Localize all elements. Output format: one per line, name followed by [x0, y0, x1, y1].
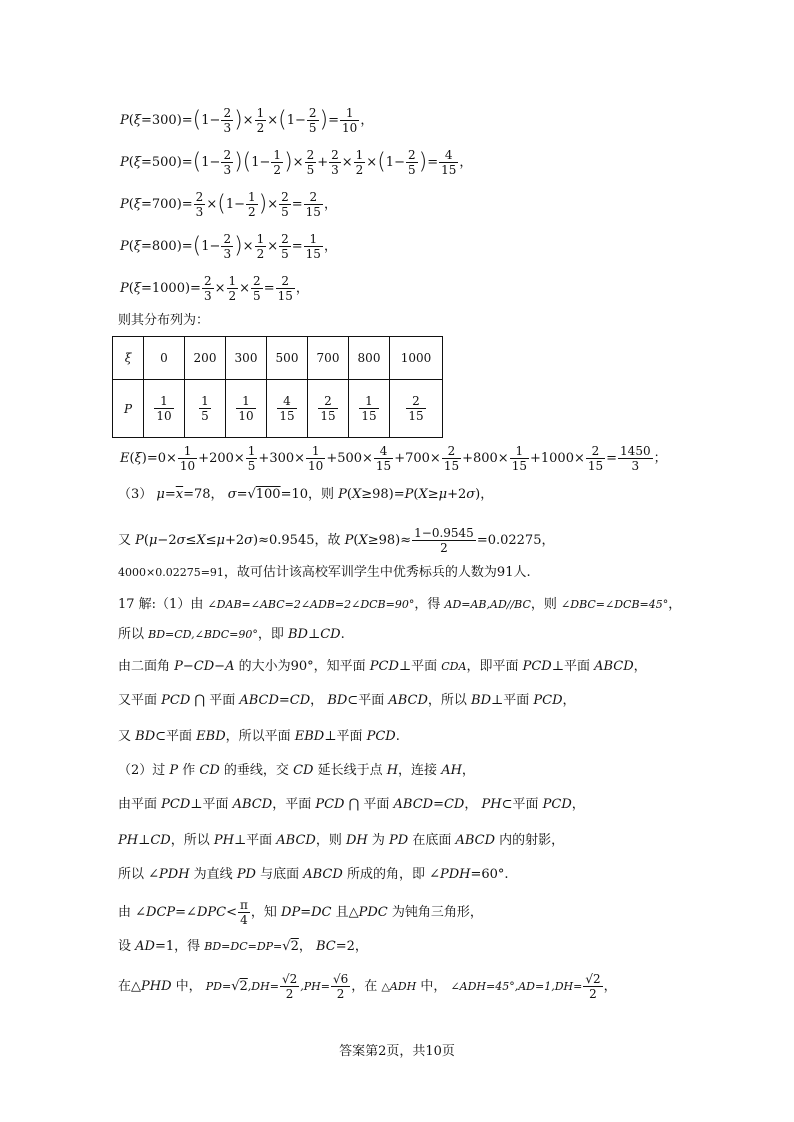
table-cell: ξ	[113, 337, 144, 380]
q17-line-2: 所以 BD=CD,∠BDC=90°，即 BD⊥CD.	[118, 627, 345, 642]
line-p1000: P(ξ=1000)= $\frac{2}{3}$ × $\frac{1}{2}$ × $\frac{2}{5}$ = $\frac{2}{15}$ ，	[120, 274, 309, 303]
table-cell: $\frac{1}{10}$	[144, 380, 185, 438]
table-cell: 1000	[390, 337, 443, 380]
q17-line-10: 由 ∠DCP=∠DPC< $\frac{\pi}{4}$ ，知 DP=DC 且△PDC 为钝角三角形，	[118, 898, 483, 927]
part3-formula: 4000×0.02275=91	[118, 566, 224, 579]
part3-line-b: 又 P(μ−2σ≤X≤μ+2σ)≈0.9545，故 P(X≥98)≈ $\frac{1-0.9545}{2}$ =0.02275，	[118, 526, 555, 555]
part3-conclusion: ，故可估计该高校军训学生中优秀标兵的人数为91人.	[223, 565, 531, 580]
p300-text	[0, 0, 1, 1]
expectation-line: E(ξ)=0× $\frac{1}{10}$ +200× $\frac{1}{5}$ +300× $\frac{1}{10}$ +500× $\frac{4}{15}$ +700× $\frac{2}{15}$ +800× $\frac{1}{15}$ +1000× $\frac{2}{15}$ = $\frac{1450}{3}$ ；	[120, 444, 667, 473]
q17-line-3: 由二面角 P−CD−A 的大小为90°，知平面 PCD⊥平面 CDA，即平面 PCD⊥平面 ABCD，	[118, 659, 647, 674]
dist-intro: 则其分布列为：	[118, 313, 210, 328]
table-cell: 300	[226, 337, 267, 380]
part3-line-a: （3） $\mu=\overline{x}=78$， σ=√100=10，则 P(X≥98)=P(X≥μ+2σ)，	[118, 487, 494, 502]
line-p500: P(ξ=500)=(1− $\frac{2}{3}$ )(1− $\frac{1}{2}$ )× $\frac{2}{5}$ + $\frac{2}{3}$ × $\frac{1}{2}$ ×(1− $\frac{2}{5}$ )= $\frac{4}{15}$ ，	[120, 148, 473, 177]
line-p800: P(ξ=800)=(1− $\frac{2}{3}$ )× $\frac{1}{2}$ × $\frac{2}{5}$ = $\frac{1}{15}$ ，	[120, 232, 337, 261]
q17-line-7: 由平面 PCD⊥平面 ABCD，平面 PCD ⋂ 平面 ABCD=CD， PH⊂平面 PCD，	[118, 797, 585, 812]
table-cell: 800	[349, 337, 390, 380]
table-cell: $\frac{2}{15}$	[390, 380, 443, 438]
q17-line-1: 17 解:（1）由 ∠DAB=∠ABC=2∠ADB=2∠DCB=90°，得 AD=AB,AD//BC，则 ∠DBC=∠DCB=45°，	[118, 597, 682, 612]
table-row	[113, 380, 443, 438]
table-cell: 700	[308, 337, 349, 380]
table-cell: $\frac{1}{15}$	[349, 380, 390, 438]
q17-line-4: 又平面 PCD ⋂ 平面 ABCD=CD， BD⊂平面 ABCD，所以 BD⊥平面 PCD，	[118, 693, 576, 708]
table-cell: $\frac{1}{5}$	[185, 380, 226, 438]
line-p700: P(ξ=700)= $\frac{2}{3}$ ×(1− $\frac{1}{2}$ )× $\frac{2}{5}$ = $\frac{2}{15}$ ，	[120, 190, 337, 219]
part3-line-c	[118, 564, 531, 582]
line-p300: P(ξ=300)=(1− $\frac{2}{3}$ )× $\frac{1}{2}$ ×(1− $\frac{2}{5}$ )= $\frac{1}{10}$ ，	[120, 106, 374, 135]
q17-line-9: 所以 ∠PDH 为直线 PD 与底面 ABCD 所成的角，即 ∠PDH=60°.	[118, 867, 509, 882]
table-cell: $\frac{4}{15}$	[267, 380, 308, 438]
table-row	[113, 337, 443, 380]
q17-line-5: 又 BD⊂平面 EBD，所以平面 EBD⊥平面 PCD.	[118, 729, 400, 744]
q17-line-11: 设 AD=1，得 BD=DC=DP=√2， BC=2，	[118, 939, 368, 954]
table-cell: 500	[267, 337, 308, 380]
page-footer: 答案第2页，共10页	[339, 1044, 455, 1059]
table-cell: 200	[185, 337, 226, 380]
table-cell: 0	[144, 337, 185, 380]
q17-line-12: 在△PHD 中， PD=√2,DH= $\frac{√2}{2}$ ,PH= $\frac{√6}{2}$ ，在 △ADH 中， ∠ADH=45°,AD=1,DH= $\frac{√2}{2}$ ，	[118, 972, 617, 1001]
table-cell: $\frac{1}{10}$	[226, 380, 267, 438]
table-cell: $\frac{2}{15}$	[308, 380, 349, 438]
q17-line-6: （2）过 P 作 CD 的垂线，交 CD 延长线于点 H，连接 AH，	[118, 763, 475, 778]
q17-line-8: PH⊥CD，所以 PH⊥平面 ABCD，则 DH 为 PD 在底面 ABCD 内的射影，	[118, 833, 565, 848]
table-cell: P	[113, 380, 144, 438]
distribution-table	[112, 336, 443, 438]
